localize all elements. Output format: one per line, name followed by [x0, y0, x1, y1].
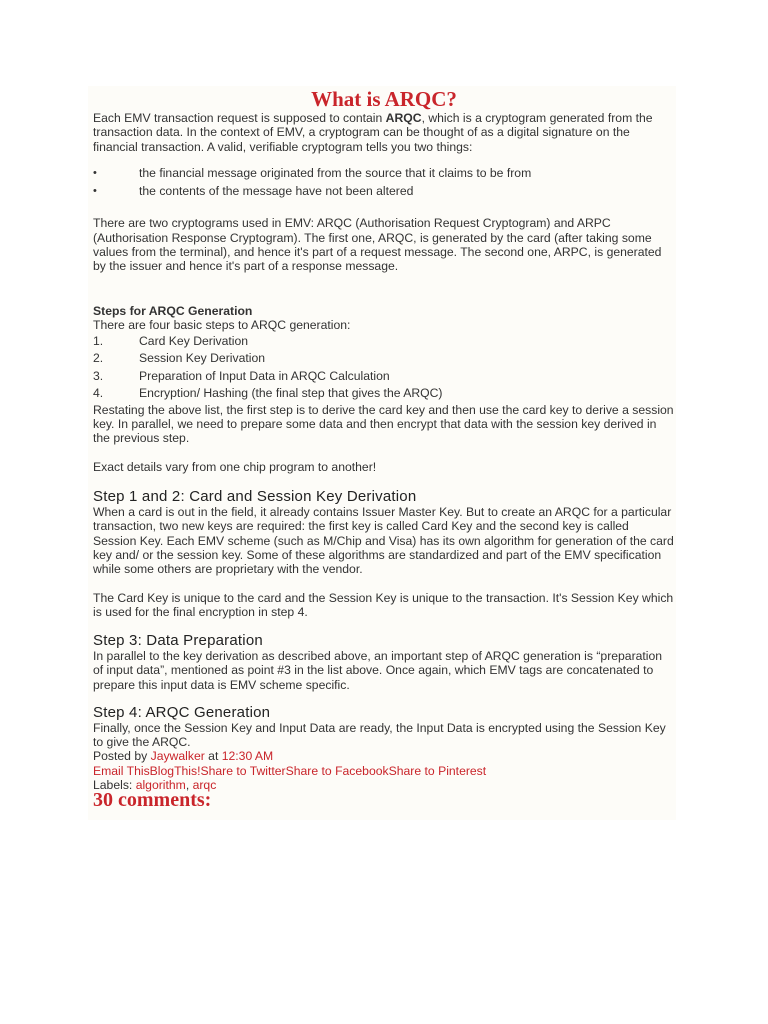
step-number: 1. — [93, 333, 104, 348]
two-cryptograms-paragraph: There are two cryptograms used in EMV: ARQC (Authorisation Request Cryptogram) and ARPC (Authorisation Response Cryptogram). The first one, ARQC, is generated by the card (after taking some values from the terminal), and hence it's part of a request message. The second one, ARPC, is generated by the issuer and hence it's part of a response message. — [93, 216, 662, 274]
step-1-2-paragraph-2: The Card Key is unique to the card and the Session Key is unique to the transaction. It's Session Key which is used for the final encryption in step 4. — [93, 590, 674, 620]
intro-bold-arqc: ARQC — [385, 111, 422, 125]
blogthis-link[interactable]: BlogThis! — [149, 763, 201, 778]
intro-paragraph — [93, 111, 675, 154]
label-arqc-link[interactable]: arqc — [192, 778, 217, 793]
posted-by-label: Posted by — [93, 749, 151, 764]
step-3-paragraph: In parallel to the key derivation as described above, an important step of ARQC generation is “preparation of input data”, mentioned as point #3 in the list above. Once again, which EMV tags are concatenated to prepare this input data is EMV scheme specific. — [93, 648, 663, 692]
restating-paragraph: Restating the above list, the first step is to derive the card key and then use the card key to derive a session key. In parallel, we need to prepare some data and then encrypt that data with the session key derived in the previous step. — [93, 402, 674, 446]
step-1-2-paragraph: When a card is out in the field, it already contains Issuer Master Key. But to create an ARQC for a particular transaction, two new keys are required: the first key is called Card Key and the second key is called Session Key. Each EMV scheme (such as M/Chip and Visa) has its own algorithm for generation of the card key and/ or the session key. Some of these algorithms are standardized and part of the EMV specification while some others are proprietary with the vendor. — [93, 504, 674, 577]
blog-post-card — [88, 86, 676, 820]
comments-heading: 30 comments: — [93, 788, 212, 811]
email-this-link[interactable]: Email This — [93, 763, 150, 778]
step-1-2-heading: Step 1 and 2: Card and Session Key Derivation — [93, 488, 417, 506]
share-facebook-link[interactable]: Share to Facebook — [285, 763, 389, 778]
intro-text-end: , which is a cryptogram generated from the transaction data. In the context of EMV, a cryptogram can be thought of as a digital signature on the financial transaction. A valid, verifiable cryptogram tells you two things: — [93, 111, 653, 154]
step-number: 3. — [93, 368, 104, 383]
list-item — [93, 368, 675, 386]
list-item — [93, 385, 675, 403]
bullet-icon: • — [93, 185, 97, 198]
step-number: 4. — [93, 386, 104, 401]
at-label: at — [204, 749, 222, 764]
timestamp-link[interactable]: 12:30 AM — [221, 749, 274, 764]
post-content — [93, 86, 675, 811]
properties-list — [93, 164, 675, 200]
steps-list — [93, 333, 675, 403]
list-item — [93, 333, 675, 351]
share-twitter-link[interactable]: Share to Twitter — [200, 763, 286, 778]
step-3-heading: Step 3: Data Preparation — [93, 631, 263, 649]
labels-label: Labels: — [93, 778, 136, 793]
step-text: Encryption/ Hashing (the final step that gives the ARQC) — [139, 386, 443, 401]
intro-text-start: Each EMV transaction request is supposed to contain — [93, 111, 386, 125]
bullet-text: the financial message originated from the source that it claims to be from — [139, 166, 532, 181]
list-item — [93, 350, 675, 368]
list-item — [93, 164, 675, 182]
list-item — [93, 182, 675, 200]
bullet-icon: • — [93, 167, 97, 180]
author-link[interactable]: Jaywalker — [150, 749, 205, 764]
step-4-heading: Step 4: ARQC Generation — [93, 704, 271, 722]
share-pinterest-link[interactable]: Share to Pinterest — [388, 763, 487, 778]
post-title: What is ARQC? — [311, 87, 457, 111]
label-algorithm-link[interactable]: algorithm — [135, 778, 186, 793]
step-4-paragraph: Finally, once the Session Key and Input Data are ready, the Input Data is encrypted using the Session Key to give the ARQC. — [93, 720, 666, 749]
steps-intro: There are four basic steps to ARQC generation: — [93, 318, 351, 333]
post-byline — [93, 749, 675, 763]
step-text: Card Key Derivation — [139, 333, 249, 348]
exact-details-paragraph: Exact details vary from one chip program to another! — [93, 459, 377, 474]
step-text: Preparation of Input Data in ARQC Calculation — [139, 368, 390, 383]
step-text: Session Key Derivation — [139, 351, 265, 366]
share-links — [93, 764, 675, 778]
bullet-text: the contents of the message have not been altered — [139, 184, 414, 199]
step-number: 2. — [93, 351, 104, 366]
steps-heading: Steps for ARQC Generation — [93, 303, 253, 318]
labels-separator: , — [185, 778, 193, 793]
